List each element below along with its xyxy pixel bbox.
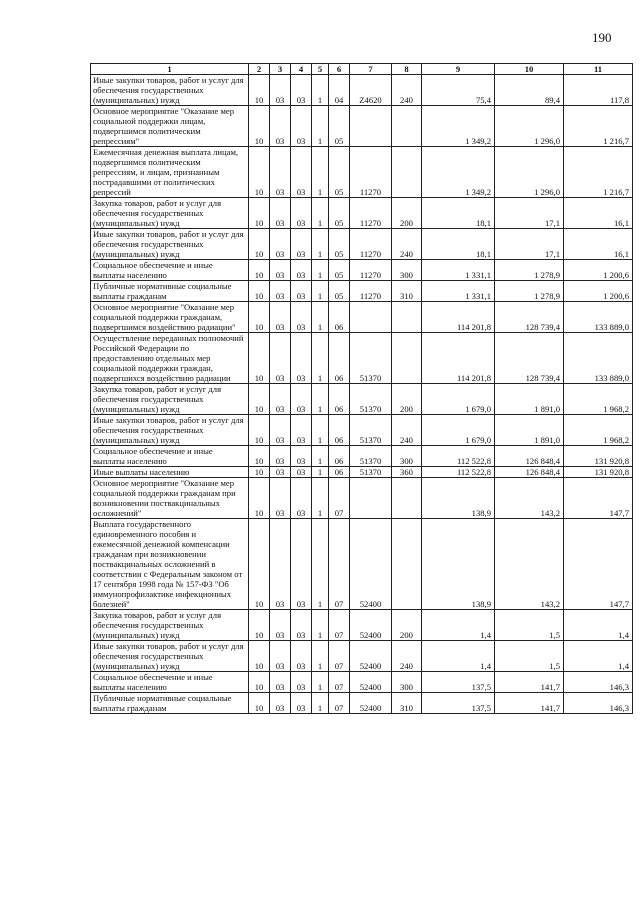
code-section: 10 bbox=[249, 478, 270, 519]
code-subsection: 03 bbox=[270, 478, 291, 519]
amount-year-3: 147,7 bbox=[564, 519, 633, 610]
code-event: 06 bbox=[329, 446, 350, 467]
code-section: 10 bbox=[249, 302, 270, 333]
code-expense-type: 240 bbox=[392, 415, 422, 446]
code-direction: 51370 bbox=[350, 333, 392, 384]
code-event: 06 bbox=[329, 384, 350, 415]
code-program: 03 bbox=[291, 519, 312, 610]
amount-year-1: 1 349,2 bbox=[422, 106, 495, 147]
code-expense-type bbox=[392, 147, 422, 198]
code-section: 10 bbox=[249, 610, 270, 641]
code-direction: 51370 bbox=[350, 384, 392, 415]
header-cell-10: 10 bbox=[495, 64, 564, 75]
code-subsection: 03 bbox=[270, 446, 291, 467]
code-event: 04 bbox=[329, 75, 350, 106]
amount-year-2: 126 848,4 bbox=[495, 467, 564, 478]
code-subsection: 03 bbox=[270, 147, 291, 198]
amount-year-3: 131 920,8 bbox=[564, 467, 633, 478]
code-direction: Z4620 bbox=[350, 75, 392, 106]
code-expense-type: 240 bbox=[392, 75, 422, 106]
amount-year-2: 89,4 bbox=[495, 75, 564, 106]
name-cell: Публичные нормативные социальные выплаты гражданам bbox=[91, 281, 249, 302]
code-program: 03 bbox=[291, 281, 312, 302]
table-row bbox=[91, 302, 633, 333]
name-cell: Иные закупки товаров, работ и услуг для обеспечения государственных (муниципальных) нужд bbox=[91, 229, 249, 260]
amount-year-3: 147,7 bbox=[564, 478, 633, 519]
code-program: 03 bbox=[291, 478, 312, 519]
code-direction bbox=[350, 106, 392, 147]
amount-year-1: 1,4 bbox=[422, 641, 495, 672]
code-program: 03 bbox=[291, 229, 312, 260]
code-expense-type bbox=[392, 333, 422, 384]
code-subprogram: 1 bbox=[312, 384, 329, 415]
code-subsection: 03 bbox=[270, 467, 291, 478]
amount-year-1: 114 201,8 bbox=[422, 333, 495, 384]
code-subprogram: 1 bbox=[312, 281, 329, 302]
amount-year-1: 112 522,8 bbox=[422, 467, 495, 478]
table-row bbox=[91, 333, 633, 384]
code-event: 06 bbox=[329, 333, 350, 384]
amount-year-3: 131 920,8 bbox=[564, 446, 633, 467]
code-subprogram: 1 bbox=[312, 672, 329, 693]
header-cell-4: 4 bbox=[291, 64, 312, 75]
amount-year-1: 138,9 bbox=[422, 519, 495, 610]
amount-year-2: 141,7 bbox=[495, 672, 564, 693]
code-section: 10 bbox=[249, 75, 270, 106]
name-cell: Выплата государственного единовременного пособия и ежемесячной денежной компенсации гражданам при возникновении поствакцинальных осложнений в соответствии с Федеральным законом от 17 сентября 1998 года № 157-ФЗ "Об иммунопрофилактике инфекционных болезней" bbox=[91, 519, 249, 610]
code-event: 07 bbox=[329, 519, 350, 610]
code-direction: 52400 bbox=[350, 641, 392, 672]
table-header-row bbox=[91, 64, 633, 75]
code-direction: 51370 bbox=[350, 415, 392, 446]
code-section: 10 bbox=[249, 415, 270, 446]
amount-year-3: 1 968,2 bbox=[564, 384, 633, 415]
table-row bbox=[91, 478, 633, 519]
code-program: 03 bbox=[291, 106, 312, 147]
code-section: 10 bbox=[249, 641, 270, 672]
amount-year-3: 16,1 bbox=[564, 229, 633, 260]
table-row bbox=[91, 147, 633, 198]
name-cell: Публичные нормативные социальные выплаты гражданам bbox=[91, 693, 249, 714]
header-cell-11: 11 bbox=[564, 64, 633, 75]
amount-year-1: 1 331,1 bbox=[422, 281, 495, 302]
amount-year-2: 143,2 bbox=[495, 519, 564, 610]
name-cell: Основное мероприятие "Оказание мер социальной поддержки гражданам, подвергшимся воздействию радиации" bbox=[91, 302, 249, 333]
code-subprogram: 1 bbox=[312, 519, 329, 610]
header-cell-2: 2 bbox=[249, 64, 270, 75]
code-direction: 52400 bbox=[350, 610, 392, 641]
code-section: 10 bbox=[249, 229, 270, 260]
code-program: 03 bbox=[291, 415, 312, 446]
table-row bbox=[91, 519, 633, 610]
name-cell: Ежемесячная денежная выплата лицам, подвергшимся политическим репрессиям, и лицам, признанным пострадавшими от политических репрессий bbox=[91, 147, 249, 198]
code-event: 06 bbox=[329, 467, 350, 478]
code-program: 03 bbox=[291, 672, 312, 693]
code-program: 03 bbox=[291, 384, 312, 415]
amount-year-3: 146,3 bbox=[564, 693, 633, 714]
code-subsection: 03 bbox=[270, 519, 291, 610]
code-program: 03 bbox=[291, 333, 312, 384]
code-direction: 52400 bbox=[350, 693, 392, 714]
table-row bbox=[91, 693, 633, 714]
amount-year-3: 146,3 bbox=[564, 672, 633, 693]
code-subprogram: 1 bbox=[312, 229, 329, 260]
code-expense-type: 200 bbox=[392, 610, 422, 641]
table-row bbox=[91, 106, 633, 147]
amount-year-1: 112 522,8 bbox=[422, 446, 495, 467]
amount-year-3: 117,8 bbox=[564, 75, 633, 106]
code-subsection: 03 bbox=[270, 198, 291, 229]
code-expense-type: 200 bbox=[392, 198, 422, 229]
code-direction: 51370 bbox=[350, 467, 392, 478]
table-body bbox=[91, 64, 633, 714]
code-subsection: 03 bbox=[270, 641, 291, 672]
code-event: 05 bbox=[329, 147, 350, 198]
name-cell: Закупка товаров, работ и услуг для обеспечения государственных (муниципальных) нужд bbox=[91, 610, 249, 641]
amount-year-2: 126 848,4 bbox=[495, 446, 564, 467]
code-section: 10 bbox=[249, 198, 270, 229]
code-direction bbox=[350, 478, 392, 519]
code-program: 03 bbox=[291, 693, 312, 714]
amount-year-2: 1 278,9 bbox=[495, 281, 564, 302]
code-expense-type: 240 bbox=[392, 229, 422, 260]
code-event: 05 bbox=[329, 106, 350, 147]
amount-year-1: 137,5 bbox=[422, 672, 495, 693]
table-row bbox=[91, 384, 633, 415]
table-row bbox=[91, 641, 633, 672]
code-section: 10 bbox=[249, 260, 270, 281]
code-subsection: 03 bbox=[270, 415, 291, 446]
amount-year-3: 1 200,6 bbox=[564, 281, 633, 302]
code-subsection: 03 bbox=[270, 693, 291, 714]
header-cell-8: 8 bbox=[392, 64, 422, 75]
header-cell-5: 5 bbox=[312, 64, 329, 75]
name-cell: Социальное обеспечение и иные выплаты населению bbox=[91, 446, 249, 467]
amount-year-1: 137,5 bbox=[422, 693, 495, 714]
code-program: 03 bbox=[291, 610, 312, 641]
code-direction: 11270 bbox=[350, 260, 392, 281]
amount-year-1: 1 331,1 bbox=[422, 260, 495, 281]
code-subprogram: 1 bbox=[312, 75, 329, 106]
page-number: 190 bbox=[592, 30, 612, 45]
amount-year-1: 1 679,0 bbox=[422, 415, 495, 446]
header-cell-6: 6 bbox=[329, 64, 350, 75]
code-section: 10 bbox=[249, 693, 270, 714]
code-subsection: 03 bbox=[270, 229, 291, 260]
amount-year-3: 133 889,0 bbox=[564, 302, 633, 333]
budget-table-container bbox=[90, 63, 632, 714]
header-cell-1: 1 bbox=[91, 64, 249, 75]
code-subprogram: 1 bbox=[312, 106, 329, 147]
code-program: 03 bbox=[291, 260, 312, 281]
amount-year-3: 16,1 bbox=[564, 198, 633, 229]
code-event: 07 bbox=[329, 610, 350, 641]
table-row bbox=[91, 260, 633, 281]
name-cell: Основное мероприятие "Оказание мер социальной поддержки лицам, подвергшимся политическим репрессиям" bbox=[91, 106, 249, 147]
code-subsection: 03 bbox=[270, 75, 291, 106]
code-program: 03 bbox=[291, 147, 312, 198]
table-row bbox=[91, 467, 633, 478]
name-cell: Иные закупки товаров, работ и услуг для обеспечения государственных (муниципальных) нужд bbox=[91, 75, 249, 106]
amount-year-2: 1,5 bbox=[495, 641, 564, 672]
name-cell: Иные выплаты населению bbox=[91, 467, 249, 478]
code-event: 05 bbox=[329, 198, 350, 229]
code-subprogram: 1 bbox=[312, 260, 329, 281]
code-event: 06 bbox=[329, 415, 350, 446]
code-subprogram: 1 bbox=[312, 198, 329, 229]
table-row bbox=[91, 415, 633, 446]
table-row bbox=[91, 446, 633, 467]
code-section: 10 bbox=[249, 519, 270, 610]
code-section: 10 bbox=[249, 106, 270, 147]
amount-year-2: 141,7 bbox=[495, 693, 564, 714]
amount-year-3: 1 216,7 bbox=[564, 147, 633, 198]
name-cell: Закупка товаров, работ и услуг для обеспечения государственных (муниципальных) нужд bbox=[91, 384, 249, 415]
amount-year-2: 1,5 bbox=[495, 610, 564, 641]
amount-year-1: 18,1 bbox=[422, 229, 495, 260]
table-row bbox=[91, 198, 633, 229]
name-cell: Иные закупки товаров, работ и услуг для обеспечения государственных (муниципальных) нужд bbox=[91, 415, 249, 446]
code-expense-type: 300 bbox=[392, 446, 422, 467]
code-subprogram: 1 bbox=[312, 415, 329, 446]
code-expense-type bbox=[392, 302, 422, 333]
code-event: 07 bbox=[329, 672, 350, 693]
code-section: 10 bbox=[249, 446, 270, 467]
amount-year-1: 18,1 bbox=[422, 198, 495, 229]
code-section: 10 bbox=[249, 281, 270, 302]
table-row bbox=[91, 610, 633, 641]
code-subsection: 03 bbox=[270, 106, 291, 147]
amount-year-1: 1 349,2 bbox=[422, 147, 495, 198]
code-section: 10 bbox=[249, 672, 270, 693]
name-cell: Иные закупки товаров, работ и услуг для обеспечения государственных (муниципальных) нужд bbox=[91, 641, 249, 672]
code-subprogram: 1 bbox=[312, 147, 329, 198]
code-direction: 11270 bbox=[350, 147, 392, 198]
amount-year-1: 1,4 bbox=[422, 610, 495, 641]
amount-year-2: 1 296,0 bbox=[495, 147, 564, 198]
code-event: 05 bbox=[329, 229, 350, 260]
amount-year-2: 1 296,0 bbox=[495, 106, 564, 147]
code-direction bbox=[350, 302, 392, 333]
name-cell: Социальное обеспечение и иные выплаты населению bbox=[91, 672, 249, 693]
code-expense-type: 310 bbox=[392, 281, 422, 302]
code-section: 10 bbox=[249, 147, 270, 198]
code-expense-type: 300 bbox=[392, 672, 422, 693]
code-event: 05 bbox=[329, 281, 350, 302]
name-cell: Осуществление переданных полномочий Российской Федерации по предоставлению отдельных мер социальной поддержки граждан, подвергшихся воздействию радиации bbox=[91, 333, 249, 384]
code-subprogram: 1 bbox=[312, 693, 329, 714]
code-direction: 52400 bbox=[350, 672, 392, 693]
code-program: 03 bbox=[291, 302, 312, 333]
code-direction: 11270 bbox=[350, 229, 392, 260]
amount-year-3: 1,4 bbox=[564, 610, 633, 641]
code-subsection: 03 bbox=[270, 333, 291, 384]
code-event: 06 bbox=[329, 302, 350, 333]
code-subprogram: 1 bbox=[312, 467, 329, 478]
name-cell: Социальное обеспечение и иные выплаты населению bbox=[91, 260, 249, 281]
amount-year-3: 133 889,0 bbox=[564, 333, 633, 384]
code-subsection: 03 bbox=[270, 610, 291, 641]
code-direction: 52400 bbox=[350, 519, 392, 610]
amount-year-3: 1,4 bbox=[564, 641, 633, 672]
code-subprogram: 1 bbox=[312, 302, 329, 333]
code-section: 10 bbox=[249, 384, 270, 415]
amount-year-2: 1 278,9 bbox=[495, 260, 564, 281]
amount-year-3: 1 968,2 bbox=[564, 415, 633, 446]
code-subsection: 03 bbox=[270, 384, 291, 415]
amount-year-2: 1 891,0 bbox=[495, 384, 564, 415]
code-expense-type: 300 bbox=[392, 260, 422, 281]
code-event: 07 bbox=[329, 693, 350, 714]
table-row bbox=[91, 75, 633, 106]
code-section: 10 bbox=[249, 467, 270, 478]
amount-year-1: 114 201,8 bbox=[422, 302, 495, 333]
code-subsection: 03 bbox=[270, 672, 291, 693]
amount-year-2: 17,1 bbox=[495, 229, 564, 260]
table-row bbox=[91, 281, 633, 302]
header-cell-9: 9 bbox=[422, 64, 495, 75]
amount-year-2: 143,2 bbox=[495, 478, 564, 519]
amount-year-2: 128 739,4 bbox=[495, 302, 564, 333]
amount-year-3: 1 200,6 bbox=[564, 260, 633, 281]
code-program: 03 bbox=[291, 446, 312, 467]
amount-year-1: 138,9 bbox=[422, 478, 495, 519]
code-expense-type: 360 bbox=[392, 467, 422, 478]
amount-year-3: 1 216,7 bbox=[564, 106, 633, 147]
name-cell: Закупка товаров, работ и услуг для обеспечения государственных (муниципальных) нужд bbox=[91, 198, 249, 229]
amount-year-1: 75,4 bbox=[422, 75, 495, 106]
code-program: 03 bbox=[291, 467, 312, 478]
header-cell-3: 3 bbox=[270, 64, 291, 75]
code-expense-type: 310 bbox=[392, 693, 422, 714]
name-cell: Основное мероприятие "Оказание мер социальной поддержки гражданам при возникновении поствакцинальных осложнений" bbox=[91, 478, 249, 519]
code-subprogram: 1 bbox=[312, 641, 329, 672]
table-row bbox=[91, 229, 633, 260]
code-event: 05 bbox=[329, 260, 350, 281]
code-event: 07 bbox=[329, 641, 350, 672]
code-subprogram: 1 bbox=[312, 333, 329, 384]
code-event: 07 bbox=[329, 478, 350, 519]
code-direction: 51370 bbox=[350, 446, 392, 467]
code-subprogram: 1 bbox=[312, 610, 329, 641]
amount-year-2: 128 739,4 bbox=[495, 333, 564, 384]
code-direction: 11270 bbox=[350, 198, 392, 229]
amount-year-2: 17,1 bbox=[495, 198, 564, 229]
code-program: 03 bbox=[291, 198, 312, 229]
amount-year-2: 1 891,0 bbox=[495, 415, 564, 446]
code-expense-type bbox=[392, 519, 422, 610]
code-direction: 11270 bbox=[350, 281, 392, 302]
code-expense-type bbox=[392, 106, 422, 147]
code-expense-type: 200 bbox=[392, 384, 422, 415]
code-expense-type: 240 bbox=[392, 641, 422, 672]
code-subsection: 03 bbox=[270, 302, 291, 333]
code-program: 03 bbox=[291, 641, 312, 672]
code-section: 10 bbox=[249, 333, 270, 384]
code-subprogram: 1 bbox=[312, 446, 329, 467]
code-expense-type bbox=[392, 478, 422, 519]
code-subprogram: 1 bbox=[312, 478, 329, 519]
code-subsection: 03 bbox=[270, 281, 291, 302]
code-subsection: 03 bbox=[270, 260, 291, 281]
budget-table bbox=[90, 63, 633, 714]
amount-year-1: 1 679,0 bbox=[422, 384, 495, 415]
code-program: 03 bbox=[291, 75, 312, 106]
header-cell-7: 7 bbox=[350, 64, 392, 75]
table-row bbox=[91, 672, 633, 693]
